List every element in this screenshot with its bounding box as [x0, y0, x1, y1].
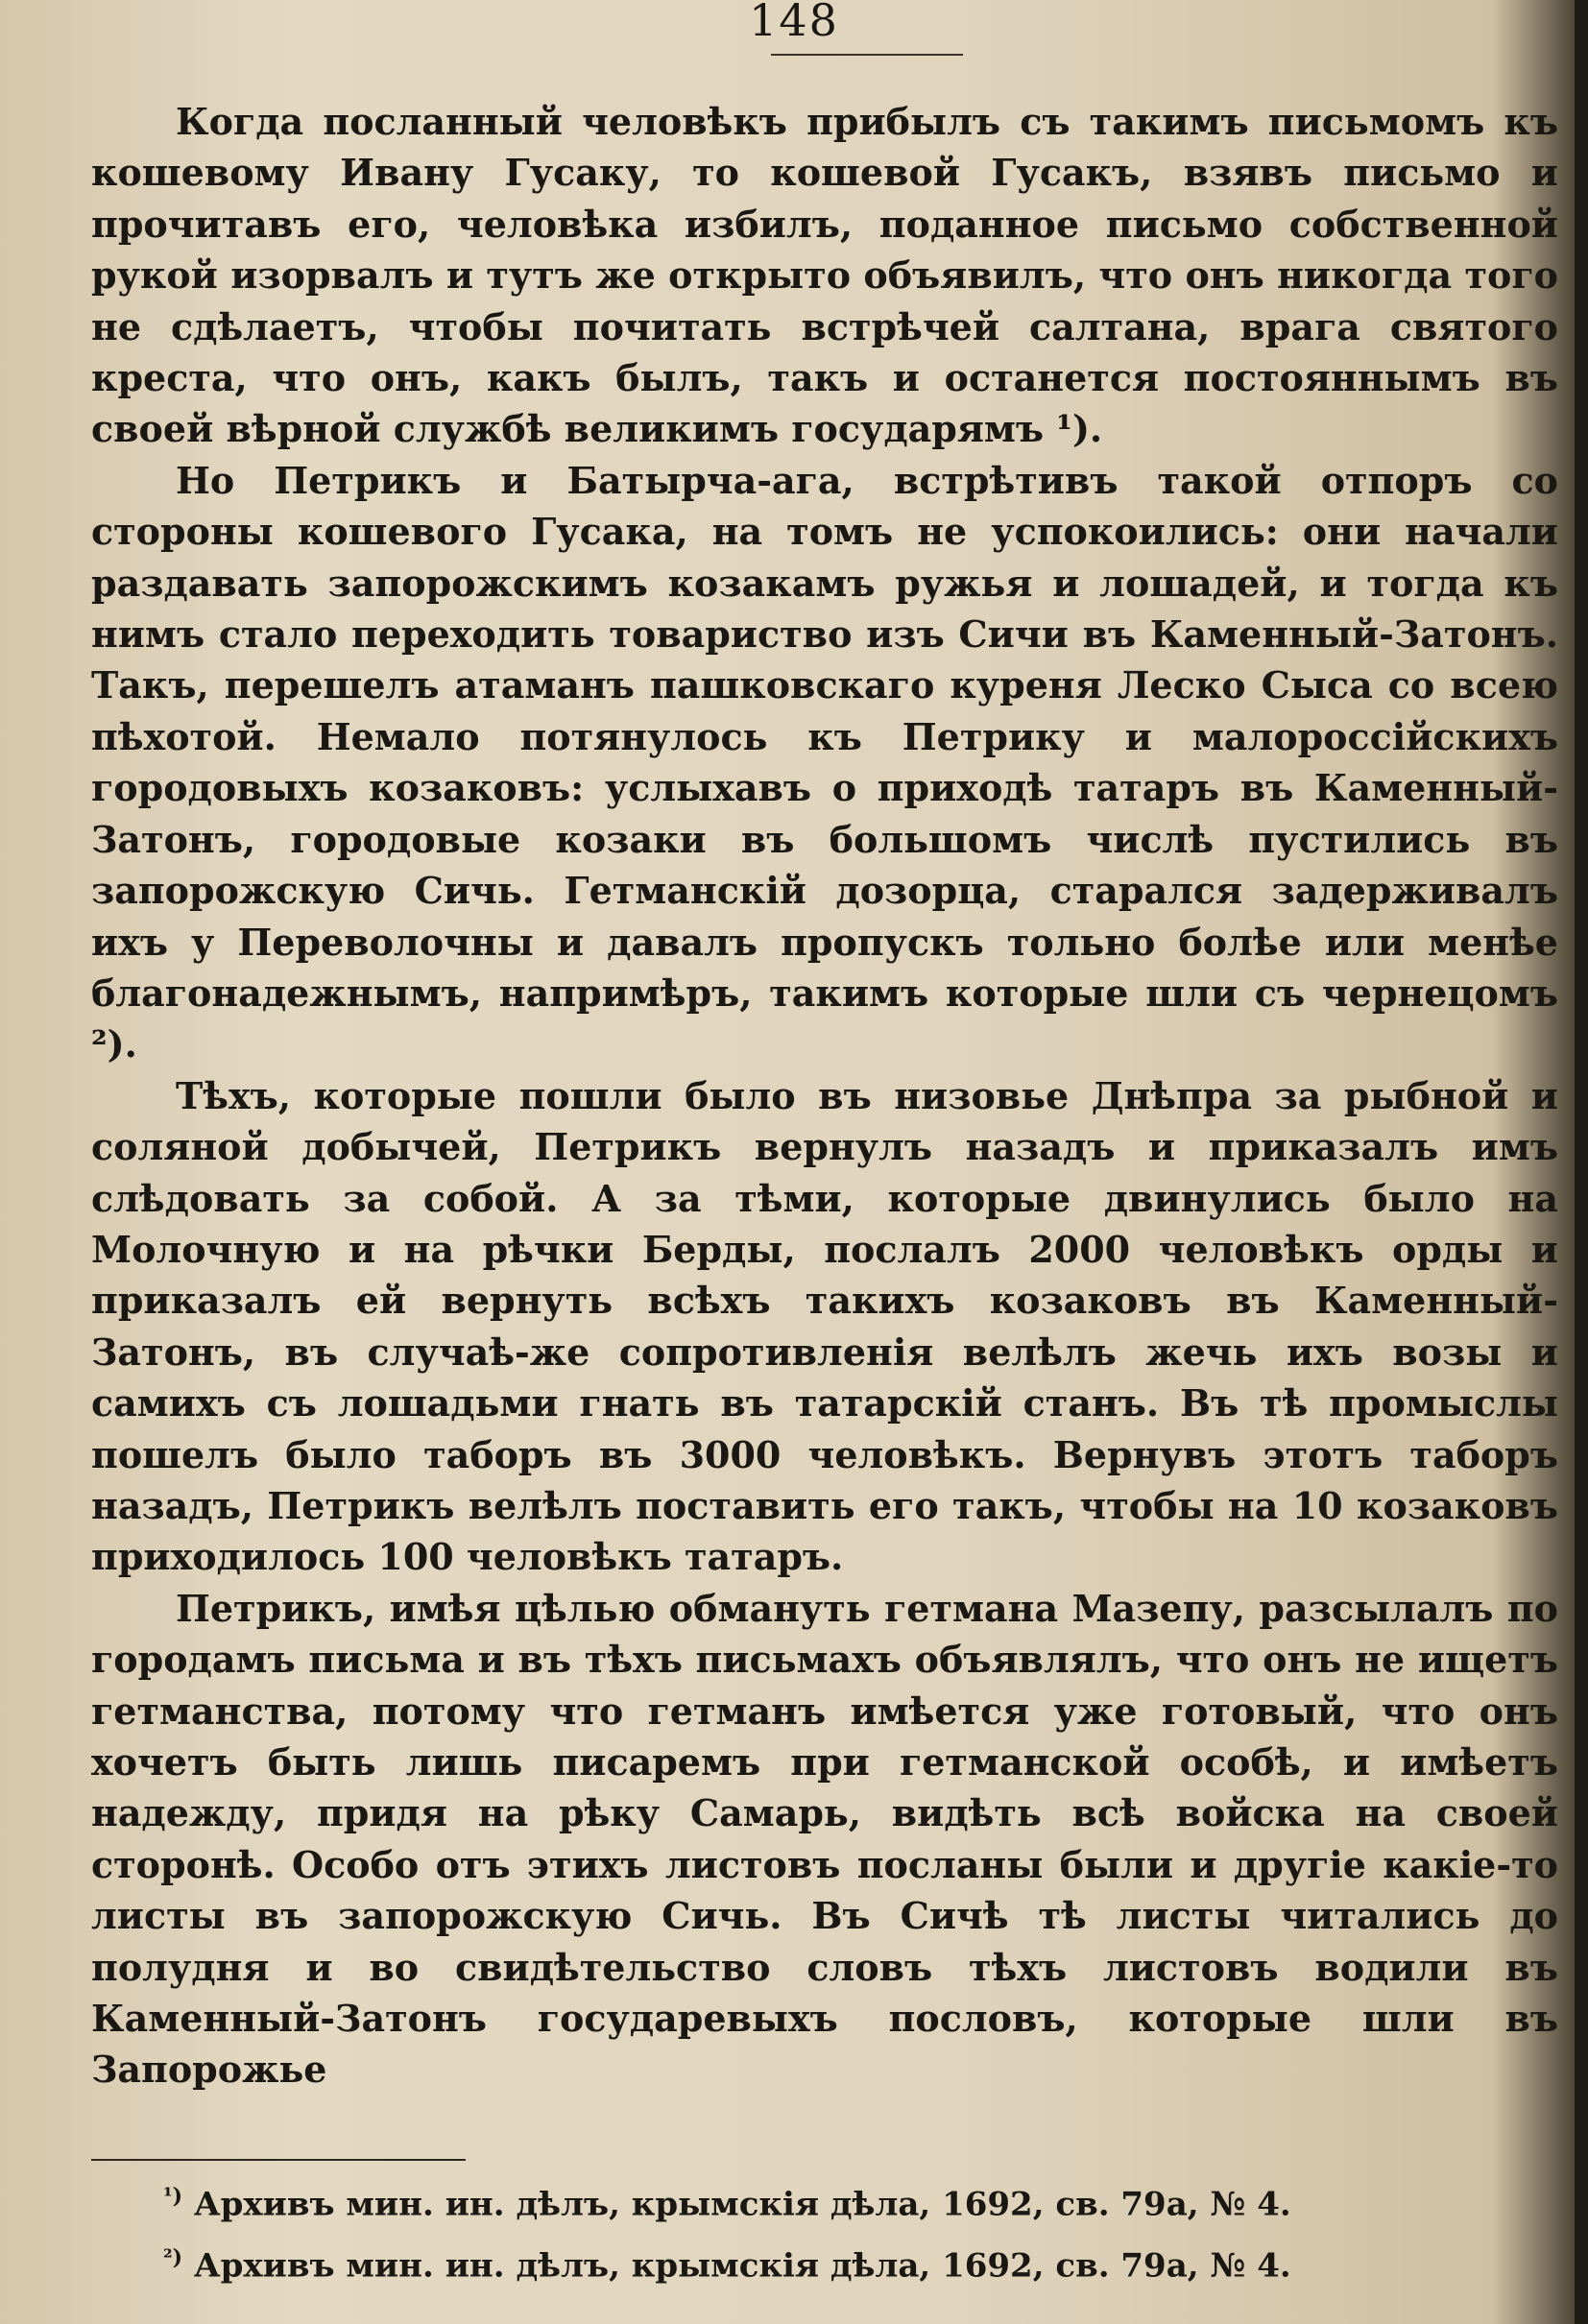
- footnote-separator: [91, 2159, 466, 2161]
- footnote-2-mark: ²): [163, 2245, 183, 2271]
- footnotes: [163, 2169, 1527, 2293]
- book-spine-edge: [1575, 0, 1588, 2324]
- header-rule: [771, 54, 963, 56]
- paragraph-1: Когда посланный человѣкъ прибылъ съ такимъ письмомъ къ кошевому Ивану Гусаку, то кошевой Гусакъ, взявъ письмо и прочитавъ его, человѣка избилъ, поданное письмо собственной рукой изорвалъ и тутъ же открыто объявилъ, что онъ никогда того не сдѣлаетъ, чтобы почитать встрѣчей салтана, врага святого креста, что онъ, какъ былъ, такъ и останется постояннымъ въ своей вѣрной службѣ великимъ государямъ ¹).: [91, 100, 1558, 451]
- footnote-1: [163, 2169, 1527, 2231]
- paragraph-3: Тѣхъ, которые пошли было въ низовье Днѣпра за рыбной и соляной добычей, Петрикъ вернулъ назадъ и приказалъ имъ слѣдовать за собой. А за тѣми, которые двинулись было на Молочную и на рѣчки Берды, послалъ 2000 человѣкъ орды и приказалъ ей вернуть всѣхъ такихъ козаковъ въ Каменный-Затонъ, въ случаѣ-же сопротивленія велѣлъ жечь ихъ возы и самихъ съ лошадьми гнать въ татарскій станъ. Въ тѣ промыслы пошелъ было таборъ въ 3000 человѣкъ. Вернувъ этотъ таборъ назадъ, Петрикъ велѣлъ поставить его такъ, чтобы на 10 козаковъ приходилось 100 человѣкъ татаръ.: [91, 1073, 1558, 1579]
- page-number: 148: [749, 0, 839, 46]
- paragraph-4: Петрикъ, имѣя цѣлью обмануть гетмана Мазепу, разсылалъ по городамъ письма и въ тѣхъ письмахъ объявлялъ, что онъ не ищетъ гетманства, потому что гетманъ имѣется уже готовый, что онъ хочетъ быть лишь писаремъ при гетманской особѣ, и имѣетъ надежду, придя на рѣку Самарь, видѣть всѣ войска на своей сторонѣ. Особо отъ этихъ листовъ посланы были и другіе какіе-то листы въ запорожскую Сичь. Въ Сичѣ тѣ листы читались до полудня и во свидѣтельство словъ тѣхъ листовъ водили въ Каменный-Затонъ государевыхъ пословъ, которые шли въ Запорожье: [91, 1586, 1558, 2092]
- footnote-2-text: Архивъ мин. ин. дѣлъ, крымскія дѣла, 1692, св. 79а, № 4.: [193, 2246, 1291, 2286]
- body-text: [91, 96, 1558, 2096]
- footnote-2: [163, 2231, 1527, 2292]
- paragraph-2: Но Петрикъ и Батырча-ага, встрѣтивъ такой отпоръ со стороны кошевого Гусака, на томъ не успокоились: они начали раздавать запорожскимъ козакамъ ружья и лошадей, и тогда къ нимъ стало переходить товариство изъ Сичи въ Каменный-Затонъ. Такъ, перешелъ атаманъ пашковскаго куреня Леско Сыса со всею пѣхотой. Немало потянулось къ Петрику и малороссійскихъ городовыхъ козаковъ: услыхавъ о приходѣ татаръ въ Каменный-Затонъ, городовые козаки въ большомъ числѣ пустились въ запорожскую Сичь. Гетманскій дозорца, старался задерживалъ ихъ у Переволочны и давалъ пропускъ тольно болѣе или менѣе благонадежнымъ, напримѣръ, такимъ которые шли съ чернецомъ ²).: [91, 458, 1558, 1066]
- footnote-1-text: Архивъ мин. ин. дѣлъ, крымскія дѣла, 1692, св. 79а, № 4.: [193, 2185, 1291, 2224]
- footnote-1-mark: ¹): [163, 2184, 183, 2209]
